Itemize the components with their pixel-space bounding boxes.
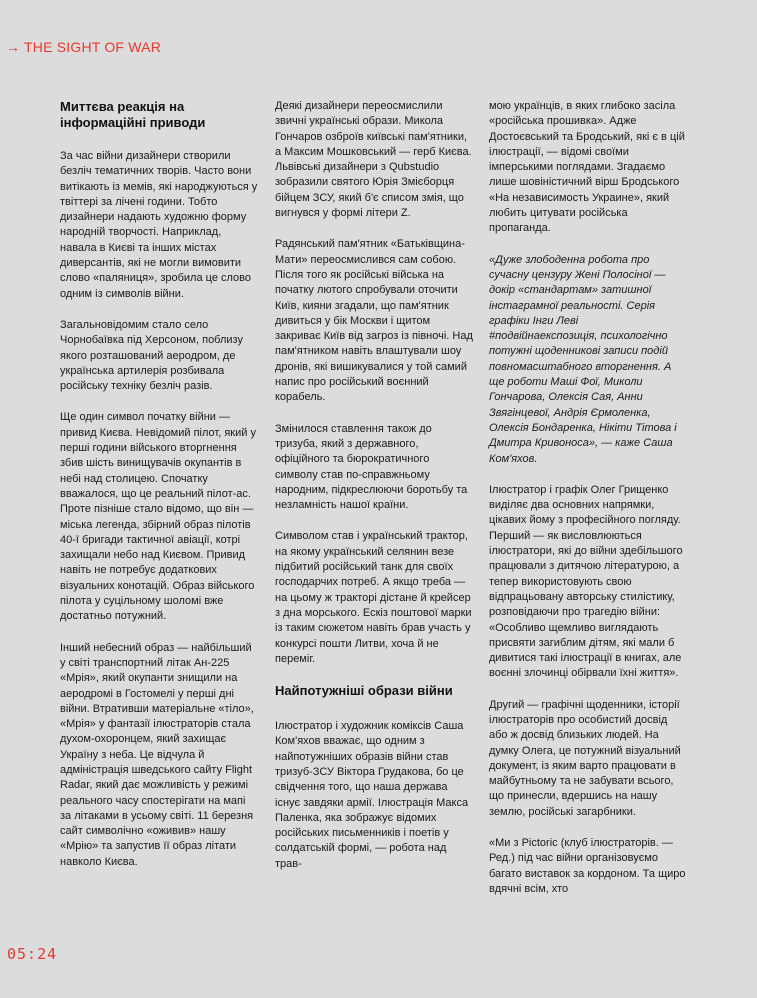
paragraph: Загальновідомим стало село Чорнобаївка під Херсоном, поблизу якого розташований аеродром, де українська артилерія розбивала російську техніку безліч разів. — [60, 318, 243, 393]
paragraph: мою українців, в яких глибоко засіла «російська прошивка». Адже Достоєвський та Бродський, які є в цій ілюстрації, — відомі своїми імперськими поглядами. Згадаємо лише шовіністичний вірш Бродського «На независимость Украине», який любить цитувати російська пропаганда. — [489, 100, 685, 235]
section-tag: → THE SIGHT OF WAR — [6, 39, 162, 55]
section-heading-instant-reaction: Миттєва реакція на інформаційні приводи — [60, 99, 206, 130]
column-2 — [275, 99, 474, 888]
paragraph: Ще один символ початку війни — привид Києва. Невідомий пілот, який у перші години війського вторгнення збив шість винищувачів окупантів в небі над столицею. Спочатку вважалося, що це реальний пілот-ас. Проте пізніше стало відомо, що він — міська легенда, збірний образ пілотів 40-ї бригади тактичної авіації, котрі захищали небо над Києвом. Привид навіть не потребує додаткових візуальних конотацій. Образ війського пілота у суцільному шоломі вже достатньо потужний. — [60, 411, 256, 623]
paragraph: Інший небесний образ — найбільший у світі транспортний літак Ан-225 «Мрія», який окупанти знищили на аеродромі в Гостомелі у перші дні війни. Втративши матеріальне «тіло», «Мрія» у фантазії ілюстраторів стала духом-охоронцем, який захищає Україну з неба. Це відчула й адміністрація шведського сайту Flight Radar, який дає можливість у режимі реального часу спостерігати на мапі за літаками в усьому світі. 11 березня сайт символічно «оживив» нашу «Мрію» та запустив її образ літати навколо Києва. — [60, 641, 254, 868]
column-1 — [60, 99, 259, 886]
quote-paragraph: «Дуже злободенна робота про сучасну цензуру Жені Полосіної — докір «стандартам» затишної інстаграмної реальності. Серія графіки Інги Леві #подвійнаекспозиція, психологічно потужні щоденникові записи подій повномасштабного вторгнення. А ще роботи Маші Фої, Миколи Гончарова, Олексія Сая, Анни Звягінцевої, Андрія Єрмоленка, Олексія Бондаренка, Нікіти Тітова і Дмитра Кривоноса», — каже Саша Ком'яхов. — [489, 253, 677, 465]
paragraph: За час війни дизайнери створили безліч тематичних творів. Часто вони витікають із мемів, які народжуються у твіттері за лічені години. Тобто дизайнери надають художню форму народній творчості. Наприклад, навала в Києві та інших містах диверсантів, які не могли вимовити слово «паляниця», зробила це слово одним із символів війни. — [60, 150, 258, 300]
paragraph: Змінилося ставлення також до тризуба, який з державного, офіційного та бюрократичного символу став по-справжньому народним, підкреслюючи боротьбу та незламність нашої країни. — [275, 422, 468, 512]
paragraph: Радянський пам'ятник «Батьківщина-Мати» переосмислився сам собою. Після того як російські війська на початку лютого спробували оточити Київ, кияни згадали, що пам'ятник дивиться у бік Москви і щитом закриває Київ від загроз із півночі. Над пам'ятником навіть влаштували шоу дронів, які вишикувалися у той самий напис про російський воєнний корабель. — [275, 238, 473, 404]
section-heading-strongest-images: Найпотужніші образи війни — [275, 683, 453, 699]
paragraph: Ілюстратор і графік Олег Грищенко виділяє два основних напрямки, цікавих йому з професійного погляду. Перший — як висловлюються ілюстратори, які до війни здебільшого працювали з дитячою літературою, а тепер використовують свою відпрацьовану авторську стилістику, розповідаючи про трагедію війни: «Особливо щемливо виглядають присвяти загиблим дітям, які мали б дивитися такі ілюстрації в книгах, але воєнні злочинці обірвали їхні життя». — [489, 483, 683, 680]
paragraph: Символом став і український трактор, на якому український селянин везе підбитий російський танк для своїх господарчих потреб. А якщо треба — на цьому ж тракторі дістане й крейсер з дна морського. Ескіз поштової марки із таким сюжетом навіть брав участь у конкурсі пошти Литви, хоча й не переміг. — [275, 530, 472, 665]
paragraph: Ілюстратор і художник коміксів Саша Ком'яхов вважає, що одним з найпотужніших образів війни став тризуб-ЗСУ Віктора Грудакова, бо це свідчення того, що наша держава існує завдяки армії. Ілюстрація Макса Паленка, яка зображує відомих російських письменників і поетів у солдатській формі, — робота над трав- — [275, 720, 469, 870]
page-number: 05:24 — [7, 945, 58, 963]
paragraph: «Ми з Pictoric (клуб ілюстраторів. — Ред.) під час війни організовуємо багато виставок за кордоном. Та щиро вдячні всім, хто — [489, 837, 686, 895]
paragraph: Другий — графічні щоденники, історії ілюстраторів про особистий досвід або ж досвід близьких людей. На думку Олега, це потужний візуальний документ, із яким варто працювати в майбутньому та не забувати всього, що принесли, вдершись на нашу землю, російські загарбники. — [489, 698, 681, 818]
paragraph: Деякі дизайнери переосмислили звичні українські образи. Микола Гончаров озброїв київські пам'ятники, а Максим Мошковський — герб Києва. Львівські дизайнери з Qubstudio зобразили святого Юрія Змієборця бійцем ЗСУ, який б'є списом змія, що вигнувся у формі літери Z. — [275, 100, 472, 220]
column-3 — [489, 99, 688, 913]
